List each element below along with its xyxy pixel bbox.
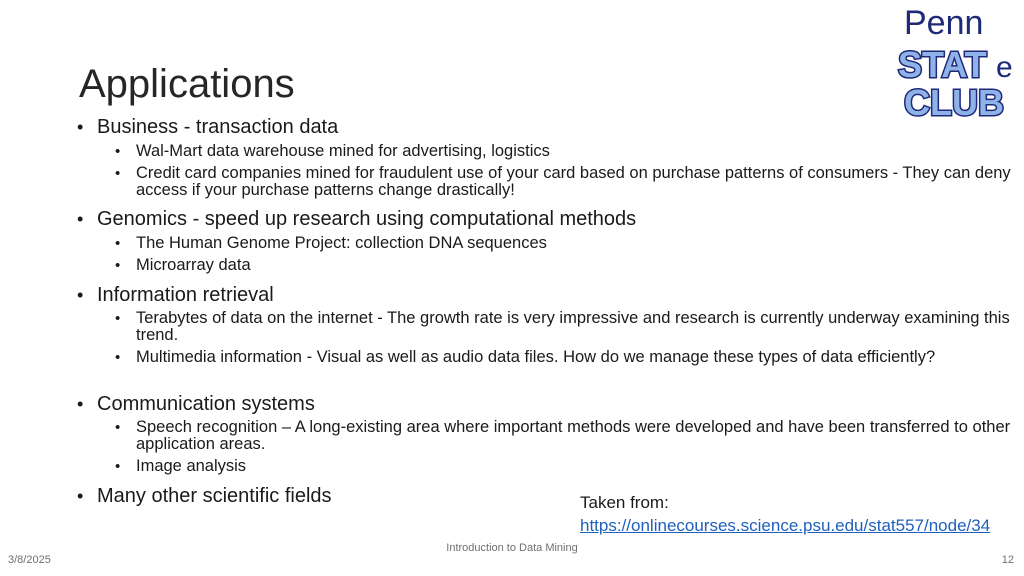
sub-bullet-microarray: • Microarray data [136,257,1016,274]
bullet-information-retrieval: • Information retrieval [97,283,274,307]
source-link[interactable]: https://onlinecourses.science.psu.edu/stat557/node/34 [580,516,991,535]
sub-bullet-terabytes: • Terabytes of data on the internet - The growth rate is very impressive and research is currently underway examining this trend. [136,310,1016,344]
footer-title: Introduction to Data Mining [446,542,578,554]
logo-line-penn: Penn [904,4,984,42]
slide-title: Applications [79,62,295,106]
sub-bullet-speech-recognition: • Speech recognition – A long-existing area where important methods were developed and have been transferred to other application areas. [136,419,1016,453]
footer-date: 3/8/2025 [8,554,51,566]
sub-bullet-multimedia: • Multimedia information - Visual as well as audio data files. How do we manage these types of data efficiently? [136,349,1016,366]
source-label: Taken from: [580,493,669,512]
bullet-business: • Business - transaction data [97,115,338,139]
logo-line-stat-suffix: e [996,51,1013,84]
bullet-communication-systems: • Communication systems [97,392,315,416]
logo-line-stat: STAT [898,44,987,85]
sub-bullet-credit-card: • Credit card companies mined for fraudulent use of your card based on purchase patterns of consumers - They can deny access if your purchase patterns change drastically! [136,165,1016,199]
bullet-genomics: • Genomics - speed up research using computational methods [97,207,636,231]
bullet-other-fields: • Many other scientific fields [97,484,332,508]
logo-line-club: CLUB [904,82,1004,122]
sub-bullet-human-genome: • The Human Genome Project: collection DNA sequences [136,235,1016,252]
sub-bullet-walmart: • Wal-Mart data warehouse mined for advertising, logistics [136,143,1016,160]
sub-bullet-image-analysis: • Image analysis [136,458,1016,475]
footer-page-number: 12 [1001,554,1014,566]
